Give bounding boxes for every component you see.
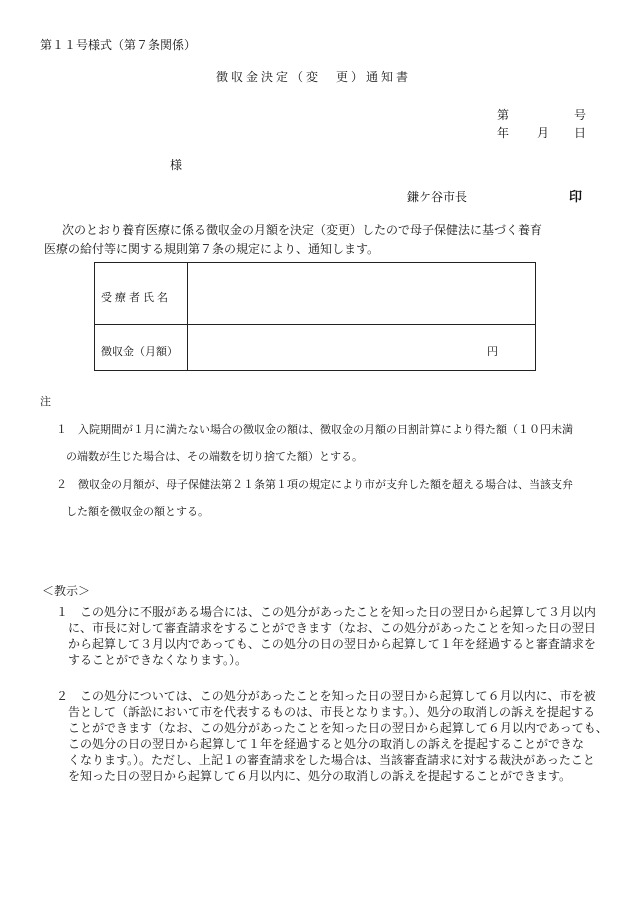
note-item-2-line-2: した額を徴収金の額とする。: [66, 505, 209, 518]
document-number-suffix: 号: [574, 108, 587, 122]
instruction-2-line: 告として（訴訟において市を代表するものは、市長となります。）、処分の取消しの訴えを提起する: [68, 705, 596, 719]
note-item-1-line-1: １ 入院期間が１月に満たない場合の徴収金の額は、徴収金の月額の日割計算により得た額（１０円未満: [56, 423, 573, 436]
intro-line-1: 次のとおり養育医療に係る徴収金の月額を決定（変更）したので母子保健法に基づく養育: [62, 223, 543, 237]
note-heading: 注: [40, 395, 51, 408]
instruction-item-1: [56, 604, 596, 668]
instruction-1-line: することができなくなります。）。: [68, 653, 248, 667]
instruction-2-line: ことができます（なお、この処分があったことを知った日の翌日から起算して６月以内であっても、: [68, 721, 608, 735]
sender-name: 鎌ケ谷市長: [407, 190, 468, 204]
date-day-label: 日: [574, 126, 587, 140]
monthly-fee-label: 徴収金（月額）: [101, 345, 178, 358]
intro-paragraph: [40, 221, 600, 259]
instruction-2-line: この処分の日の翌日から起算して１年を経過すると処分の取消しの訴えを提起することができな: [68, 737, 585, 751]
fee-table: [94, 262, 536, 371]
instruction-item-2: [56, 688, 608, 784]
date-month-label: 月: [537, 126, 550, 140]
intro-line-2: 医療の給付等に関する規則第７条の規定により、通知します。: [44, 242, 380, 256]
instruction-2-line: ２ この処分については、この処分があったことを知った日の翌日から起算して６月以内に、市を被: [56, 689, 596, 703]
instruction-1-line: から起算して３月以内であっても、この処分の日の翌日から起算して１年を経過すると審査請求を: [68, 637, 596, 651]
instruction-1-line: に、市長に対して審査請求をすることができます（なお、この処分があったことを知った日の翌日: [68, 621, 596, 635]
table-divider: [187, 263, 188, 370]
instruction-1-line: １ この処分に不服がある場合には、この処分があったことを知った日の翌日から起算して３月以内: [56, 605, 596, 619]
addressee-honorific: 様: [170, 158, 183, 172]
instruction-heading: ＜教示＞: [42, 584, 91, 598]
date-year-label: 年: [497, 126, 510, 140]
seal-mark: 印: [569, 190, 583, 205]
note-item-1-line-2: の端数が生じた場合は、その端数を切り捨てた額）とする。: [66, 450, 363, 463]
document-title: 徴収金決定（変 更）通知書: [216, 70, 412, 84]
recipient-name-label: 受療者氏名: [101, 291, 171, 304]
form-reference: 第１１号様式（第７条関係）: [40, 38, 197, 52]
note-item-2-line-1: ２ 徴収金の月額が、母子保健法第２１条第１項の規定により市が支弁した額を超える場合は、当該支弁: [56, 478, 573, 491]
fee-unit-label: 円: [487, 345, 498, 358]
document-number-label: 第: [497, 108, 510, 122]
instruction-2-line: を知った日の翌日から起算して６月以内に、処分の取消しの訴えを提起することができます。: [68, 769, 572, 783]
instruction-2-line: くなります。）。ただし、上記１の審査請求をした場合は、当該審査請求に対する裁決があったこと: [68, 753, 595, 767]
